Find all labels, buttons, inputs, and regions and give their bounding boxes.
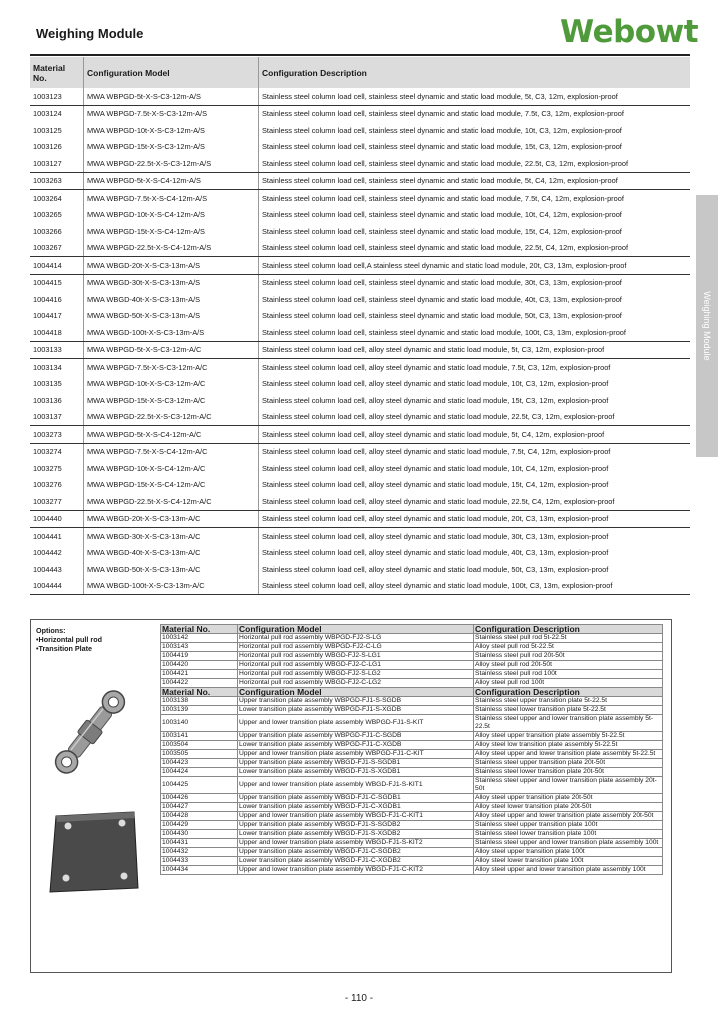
configuration-description-cell: Alloy steel low transition plate assembly 5t-22.5t: [474, 741, 663, 750]
material-number-cell: 1004433: [161, 857, 238, 866]
configuration-model-cell: Horizontal pull rod assembly WBPGD-FJ2-C-LG: [238, 643, 474, 652]
table-row: [161, 697, 663, 706]
configuration-model-cell: Horizontal pull rod assembly WBGD-FJ2-S-LG1: [238, 652, 474, 661]
configuration-description-cell: Stainless steel pull rod 100t: [474, 670, 663, 679]
material-number-cell: 1003275: [33, 463, 62, 473]
configuration-model-cell: MWA WBPGD-5t-X-S-C3-12m-A/S: [84, 88, 259, 105]
table-row: [161, 706, 663, 715]
configuration-description-cell: Stainless steel column load cell, alloy steel dynamic and static load module, 22.5t, C4, 12m, explosion-proof: [259, 493, 691, 510]
material-number-cell: 1004423: [161, 759, 238, 768]
table-row: [30, 223, 690, 240]
configuration-description-cell: Stainless steel column load cell, alloy steel dynamic and static load module, 5t, C3, 12m, explosion-proof: [259, 341, 691, 359]
material-number-cell: 1003505: [161, 750, 238, 759]
table-row: [30, 308, 690, 325]
table-row: [30, 359, 690, 376]
configuration-model-cell: Upper and lower transition plate assembly WBGD-FJ1-C-KIT2: [238, 866, 474, 875]
table-row: [161, 803, 663, 812]
material-number-cell: 1003264: [33, 193, 62, 203]
material-number-cell: 1003127: [30, 155, 84, 172]
table-row: [161, 661, 663, 670]
table-row: [161, 812, 663, 821]
configuration-description-cell: Alloy steel pull rod 20t-50t: [474, 661, 663, 670]
material-number-cell: 1003137: [30, 409, 84, 426]
load-module-table: [30, 57, 690, 595]
configuration-model-cell: Upper and lower transition plate assembly WBPGD-FJ1-S-KIT: [238, 715, 474, 732]
column-header: Configuration Model: [84, 57, 259, 88]
material-number-cell: 1003138: [161, 697, 238, 706]
configuration-description-cell: Stainless steel column load cell,A stainless steel dynamic and static load module, 20t, C3, 13m, explosion-proof: [259, 257, 691, 275]
material-number-cell: 1004426: [161, 794, 238, 803]
table-row: [30, 240, 690, 257]
table-row: [30, 172, 690, 190]
configuration-description-cell: Stainless steel column load cell, stainless steel dynamic and static load module, 30t, C3, 13m, explosion-proof: [259, 274, 691, 291]
configuration-model-cell: MWA WBGD-40t-X-S-C3-13m-A/S: [84, 291, 259, 308]
material-number-cell: 1004444: [30, 578, 84, 595]
page-title: Weighing Module: [36, 26, 144, 41]
table-row: [161, 857, 663, 866]
table-row: [161, 750, 663, 759]
table-row: [30, 376, 690, 393]
configuration-model-cell: MWA WBGD-30t-X-S-C3-13m-A/C: [84, 528, 259, 545]
configuration-model-cell: Upper transition plate assembly WBGD-FJ1-C-SGDB2: [238, 848, 474, 857]
configuration-description-cell: Stainless steel column load cell, alloy steel dynamic and static load module, 7.5t, C3, 12m, explosion-proof: [259, 359, 691, 376]
configuration-model-cell: MWA WBPGD-15t-X-S-C3-12m-A/C: [84, 392, 259, 409]
material-number-cell: 1004429: [161, 821, 238, 830]
material-number-cell: 1003124: [33, 109, 62, 119]
pull-rod-image: [40, 672, 140, 792]
table-row: [161, 830, 663, 839]
configuration-model-cell: MWA WBPGD-10t-X-S-C3-12m-A/S: [84, 122, 259, 139]
table-row: [30, 207, 690, 224]
material-number-cell: 1004431: [161, 839, 238, 848]
table-row: [161, 794, 663, 803]
column-header: Configuration Model: [238, 625, 474, 634]
material-number-cell: 1003504: [161, 741, 238, 750]
table-row: [161, 821, 663, 830]
table-row: [161, 866, 663, 875]
configuration-description-cell: Stainless steel upper transition plate 20t-50t: [474, 759, 663, 768]
table-row: [161, 848, 663, 857]
table-row: [161, 759, 663, 768]
table-row: [30, 122, 690, 139]
material-number-cell: 1004422: [161, 679, 238, 688]
material-number-cell: 1004443: [33, 564, 62, 574]
configuration-model-cell: MWA WBPGD-7.5t-X-S-C4-12m-A/S: [84, 190, 259, 207]
configuration-description-cell: Alloy steel pull rod 100t: [474, 679, 663, 688]
configuration-model-cell: MWA WBPGD-7.5t-X-S-C3-12m-A/S: [84, 105, 259, 122]
configuration-description-cell: Stainless steel column load cell, stainless steel dynamic and static load module, 100t, C3, 13m, explosion-proof: [259, 324, 691, 341]
table-header-row: [161, 688, 663, 697]
material-number-cell: 1003263: [30, 172, 84, 190]
configuration-description-cell: Stainless steel column load cell, alloy steel dynamic and static load module, 7.5t, C4, 12m, explosion-proof: [259, 443, 691, 460]
material-number-cell: 1004427: [161, 803, 238, 812]
table-row: [30, 274, 690, 291]
table-row: [161, 679, 663, 688]
column-header: Material No.: [30, 57, 84, 88]
configuration-description-cell: Stainless steel lower transition plate 20t-50t: [474, 768, 663, 777]
table-row: [161, 777, 663, 794]
configuration-description-cell: Alloy steel upper and lower transition plate assembly 5t-22.5t: [474, 750, 663, 759]
configuration-model-cell: MWA WBGD-20t-X-S-C3-13m-A/C: [84, 510, 259, 528]
column-header: Configuration Description: [474, 625, 663, 634]
material-number-cell: 1004419: [161, 652, 238, 661]
configuration-description-cell: Stainless steel column load cell, alloy steel dynamic and static load module, 20t, C3, 13m, explosion-proof: [259, 510, 691, 528]
material-number-cell: 1004416: [33, 294, 62, 304]
table-row: [30, 561, 690, 578]
material-number-cell: 1003266: [33, 226, 62, 236]
configuration-model-cell: Horizontal pull rod assembly WBPGD-FJ2-S-LG: [238, 634, 474, 643]
material-number-cell: 1003273: [30, 426, 84, 444]
column-header: Material No.: [161, 625, 238, 634]
configuration-description-cell: Stainless steel column load cell, alloy steel dynamic and static load module, 15t, C3, 12m, explosion-proof: [259, 392, 691, 409]
table-header-row: [30, 57, 690, 88]
table-row: [161, 643, 663, 652]
configuration-model-cell: MWA WBPGD-7.5t-X-S-C3-12m-A/C: [84, 359, 259, 376]
material-number-cell: 1003276: [33, 480, 62, 490]
material-number-cell: 1004415: [33, 278, 62, 288]
configuration-description-cell: Alloy steel lower transition plate 20t-50t: [474, 803, 663, 812]
configuration-description-cell: Stainless steel pull rod 5t-22.5t: [474, 634, 663, 643]
configuration-model-cell: MWA WBPGD-10t-X-S-C3-12m-A/C: [84, 376, 259, 393]
configuration-model-cell: Lower transition plate assembly WBGD-FJ1-C-XGDB1: [238, 803, 474, 812]
configuration-model-cell: MWA WBPGD-15t-X-S-C4-12m-A/S: [84, 223, 259, 240]
configuration-model-cell: MWA WBGD-50t-X-S-C3-13m-A/C: [84, 561, 259, 578]
configuration-model-cell: MWA WBPGD-22.5t-X-S-C3-12m-A/C: [84, 409, 259, 426]
table-row: [30, 155, 690, 172]
configuration-model-cell: MWA WBPGD-5t-X-S-C4-12m-A/S: [84, 172, 259, 190]
options-list: [36, 626, 102, 653]
table-row: [30, 493, 690, 510]
column-header: Material No.: [161, 688, 238, 697]
table-row: [30, 510, 690, 528]
configuration-description-cell: Stainless steel upper and lower transition plate assembly 20t-50t: [474, 777, 663, 794]
material-number-cell: 1004425: [161, 777, 238, 794]
material-number-cell: 1003125: [33, 125, 62, 135]
table-row: [161, 732, 663, 741]
configuration-description-cell: Stainless steel column load cell, stainless steel dynamic and static load module, 40t, C3, 13m, explosion-proof: [259, 291, 691, 308]
material-number-cell: 1003274: [33, 447, 62, 457]
material-number-cell: 1003136: [33, 395, 62, 405]
option-item: •Horizontal pull rod: [36, 635, 103, 644]
material-number-cell: 1003265: [33, 210, 62, 220]
table-row: [30, 578, 690, 595]
material-number-cell: 1004420: [161, 661, 238, 670]
material-number-cell: 1003134: [33, 362, 62, 372]
column-header: Configuration Description: [259, 57, 691, 88]
page-number: - 110 -: [344, 993, 374, 1004]
table-row: [30, 392, 690, 409]
material-number-cell: 1004424: [161, 768, 238, 777]
table-row: [30, 426, 690, 444]
configuration-description-cell: Stainless steel upper transition plate 100t: [474, 821, 663, 830]
configuration-description-cell: Alloy steel lower transition plate 100t: [474, 857, 663, 866]
material-number-cell: 1004414: [30, 257, 84, 275]
configuration-model-cell: Lower transition plate assembly WBGD-FJ1-C-XGDB2: [238, 857, 474, 866]
table-header-row: [161, 625, 663, 634]
configuration-description-cell: Stainless steel column load cell, stainless steel dynamic and static load module, 10t, C3, 12m, explosion-proof: [259, 122, 691, 139]
material-number-cell: 1003139: [161, 706, 238, 715]
configuration-model-cell: Horizontal pull rod assembly WBGD-FJ2-C-LG1: [238, 661, 474, 670]
table-row: [161, 741, 663, 750]
configuration-description-cell: Stainless steel column load cell, alloy steel dynamic and static load module, 100t, C3, 13m, explosion-proof: [259, 578, 691, 595]
configuration-description-cell: Stainless steel column load cell, stainless steel dynamic and static load module, 22.5t, C4, 12m, explosion-proof: [259, 240, 691, 257]
table-row: [161, 715, 663, 732]
table-row: [161, 768, 663, 777]
configuration-description-cell: Stainless steel column load cell, alloy steel dynamic and static load module, 10t, C3, 12m, explosion-proof: [259, 376, 691, 393]
configuration-description-cell: Alloy steel upper and lower transition plate assembly 20t-50t: [474, 812, 663, 821]
configuration-description-cell: Alloy steel upper transition plate assembly 5t-22.5t: [474, 732, 663, 741]
configuration-description-cell: Stainless steel lower transition plate 100t: [474, 830, 663, 839]
configuration-model-cell: Upper and lower transition plate assembly WBGD-FJ1-C-KIT1: [238, 812, 474, 821]
side-tab-label: Weighing Module: [702, 291, 712, 361]
table-row: [30, 443, 690, 460]
table-row: [30, 528, 690, 545]
configuration-model-cell: MWA WBPGD-22.5t-X-S-C4-12m-A/C: [84, 493, 259, 510]
table-row: [30, 257, 690, 275]
configuration-model-cell: Upper transition plate assembly WBGD-FJ1-S-SGDB2: [238, 821, 474, 830]
material-number-cell: 1003142: [161, 634, 238, 643]
configuration-model-cell: Upper and lower transition plate assembly WBGD-FJ1-S-KIT2: [238, 839, 474, 848]
configuration-model-cell: MWA WBPGD-5t-X-S-C4-12m-A/C: [84, 426, 259, 444]
material-number-cell: 1003140: [161, 715, 238, 732]
column-header: Configuration Model: [238, 688, 474, 697]
configuration-description-cell: Stainless steel column load cell, stainless steel dynamic and static load module, 7.5t, C4, 12m, explosion-proof: [259, 190, 691, 207]
configuration-description-cell: Stainless steel column load cell, stainless steel dynamic and static load module, 10t, C4, 12m, explosion-proof: [259, 207, 691, 224]
table-row: [30, 477, 690, 494]
configuration-description-cell: Stainless steel column load cell, alloy steel dynamic and static load module, 22.5t, C3, 12m, explosion-proof: [259, 409, 691, 426]
configuration-model-cell: Lower transition plate assembly WBGD-FJ1-S-XGDB2: [238, 830, 474, 839]
configuration-model-cell: MWA WBPGD-7.5t-X-S-C4-12m-A/C: [84, 443, 259, 460]
configuration-description-cell: Stainless steel column load cell, alloy steel dynamic and static load module, 50t, C3, 13m, explosion-proof: [259, 561, 691, 578]
table-row: [30, 545, 690, 562]
configuration-description-cell: Alloy steel pull rod 5t-22.5t: [474, 643, 663, 652]
configuration-model-cell: MWA WBPGD-22.5t-X-S-C3-12m-A/S: [84, 155, 259, 172]
table-row: [161, 839, 663, 848]
configuration-model-cell: MWA WBPGD-10t-X-S-C4-12m-A/S: [84, 207, 259, 224]
configuration-model-cell: Horizontal pull rod assembly WBGD-FJ2-C-LG2: [238, 679, 474, 688]
table-row: [30, 105, 690, 122]
configuration-description-cell: Stainless steel column load cell, stainless steel dynamic and static load module, 22.5t, C3, 12m, explosion-proof: [259, 155, 691, 172]
configuration-model-cell: Upper transition plate assembly WBGD-FJ1-S-SGDB1: [238, 759, 474, 768]
configuration-description-cell: Stainless steel column load cell, alloy steel dynamic and static load module, 30t, C3, 13m, explosion-proof: [259, 528, 691, 545]
table-row: [30, 324, 690, 341]
material-number-cell: 1004428: [161, 812, 238, 821]
material-number-cell: 1004442: [33, 548, 62, 558]
configuration-model-cell: MWA WBPGD-22.5t-X-S-C4-12m-A/S: [84, 240, 259, 257]
option-item: •Transition Plate: [36, 644, 93, 653]
configuration-description-cell: Alloy steel upper and lower transition plate assembly 100t: [474, 866, 663, 875]
material-number-cell: 1003123: [30, 88, 84, 105]
configuration-description-cell: Stainless steel column load cell, stainless steel dynamic and static load module, 5t, C3, 12m, explosion-proof: [259, 88, 691, 105]
table-row: [161, 670, 663, 679]
configuration-model-cell: MWA WBPGD-10t-X-S-C4-12m-A/C: [84, 460, 259, 477]
configuration-model-cell: MWA WBPGD-15t-X-S-C3-12m-A/S: [84, 139, 259, 156]
configuration-model-cell: MWA WBPGD-15t-X-S-C4-12m-A/C: [84, 477, 259, 494]
configuration-model-cell: Upper and lower transition plate assembly WBPGD-FJ1-C-KIT: [238, 750, 474, 759]
configuration-description-cell: Stainless steel column load cell, alloy steel dynamic and static load module, 40t, C3, 13m, explosion-proof: [259, 545, 691, 562]
options-table: [160, 624, 663, 875]
configuration-model-cell: Upper transition plate assembly WBPGD-FJ1-C-SGDB: [238, 732, 474, 741]
configuration-description-cell: Alloy steel upper transition plate 20t-50t: [474, 794, 663, 803]
material-number-cell: 1003267: [30, 240, 84, 257]
configuration-description-cell: Stainless steel upper and lower transition plate assembly 5t-22.5t: [474, 715, 663, 732]
configuration-model-cell: Upper and lower transition plate assembly WBGD-FJ1-S-KIT1: [238, 777, 474, 794]
material-number-cell: 1003143: [161, 643, 238, 652]
configuration-model-cell: MWA WBGD-50t-X-S-C3-13m-A/S: [84, 308, 259, 325]
table-row: [30, 190, 690, 207]
material-number-cell: 1004430: [161, 830, 238, 839]
material-number-cell: 1003135: [33, 379, 62, 389]
configuration-model-cell: Upper transition plate assembly WBGD-FJ1-C-SGDB1: [238, 794, 474, 803]
table-row: [161, 652, 663, 661]
table-row: [30, 341, 690, 359]
header-divider: [30, 54, 690, 56]
material-number-cell: 1004432: [161, 848, 238, 857]
configuration-model-cell: MWA WBGD-100t-X-S-C3-13m-A/C: [84, 578, 259, 595]
transition-plate-image: [46, 808, 140, 894]
configuration-model-cell: Lower transition plate assembly WBGD-FJ1-S-XGDB1: [238, 768, 474, 777]
table-row: [30, 139, 690, 156]
configuration-model-cell: Lower transition plate assembly WBPGD-FJ1-C-XGDB: [238, 741, 474, 750]
configuration-description-cell: Stainless steel pull rod 20t-50t: [474, 652, 663, 661]
brand-logo: Webowt: [560, 14, 699, 50]
table-row: [30, 409, 690, 426]
configuration-model-cell: Horizontal pull rod assembly WBGD-FJ2-S-LG2: [238, 670, 474, 679]
configuration-model-cell: Upper transition plate assembly WBPGD-FJ1-S-SGDB: [238, 697, 474, 706]
material-number-cell: 1004418: [30, 324, 84, 341]
material-number-cell: 1004434: [161, 866, 238, 875]
material-number-cell: 1003133: [30, 341, 84, 359]
table-row: [161, 634, 663, 643]
configuration-model-cell: MWA WBGD-100t-X-S-C3-13m-A/S: [84, 324, 259, 341]
configuration-description-cell: Stainless steel column load cell, stainless steel dynamic and static load module, 5t, C4, 12m, explosion-proof: [259, 172, 691, 190]
configuration-model-cell: Lower transition plate assembly WBPGD-FJ1-S-XGDB: [238, 706, 474, 715]
material-number-cell: 1003126: [33, 142, 62, 152]
material-number-cell: 1004417: [33, 311, 62, 321]
configuration-description-cell: Alloy steel upper transition plate 100t: [474, 848, 663, 857]
table-row: [30, 460, 690, 477]
material-number-cell: 1004441: [33, 531, 62, 541]
configuration-description-cell: Stainless steel column load cell, stainless steel dynamic and static load module, 15t, C3, 12m, explosion-proof: [259, 139, 691, 156]
table-row: [30, 291, 690, 308]
configuration-description-cell: Stainless steel upper and lower transition plate assembly 100t: [474, 839, 663, 848]
material-number-cell: 1004421: [161, 670, 238, 679]
side-section-tab: [696, 195, 718, 457]
material-number-cell: 1003277: [30, 493, 84, 510]
configuration-description-cell: Stainless steel column load cell, stainless steel dynamic and static load module, 50t, C3, 13m, explosion-proof: [259, 308, 691, 325]
material-number-cell: 1004440: [30, 510, 84, 528]
configuration-description-cell: Stainless steel column load cell, stainless steel dynamic and static load module, 15t, C4, 12m, explosion-proof: [259, 223, 691, 240]
table-row: [30, 88, 690, 105]
configuration-model-cell: MWA WBGD-40t-X-S-C3-13m-A/C: [84, 545, 259, 562]
column-header: Configuration Description: [474, 688, 663, 697]
configuration-description-cell: Stainless steel lower transition plate 5t-22.5t: [474, 706, 663, 715]
configuration-model-cell: MWA WBGD-30t-X-S-C3-13m-A/S: [84, 274, 259, 291]
configuration-model-cell: MWA WBPGD-5t-X-S-C3-12m-A/C: [84, 341, 259, 359]
configuration-model-cell: MWA WBGD-20t-X-S-C3-13m-A/S: [84, 257, 259, 275]
options-title: Options:: [36, 626, 66, 635]
configuration-description-cell: Stainless steel column load cell, alloy steel dynamic and static load module, 15t, C4, 12m, explosion-proof: [259, 477, 691, 494]
configuration-description-cell: Stainless steel upper transition plate 5t-22.5t: [474, 697, 663, 706]
configuration-description-cell: Stainless steel column load cell, alloy steel dynamic and static load module, 10t, C4, 12m, explosion-proof: [259, 460, 691, 477]
material-number-cell: 1003141: [161, 732, 238, 741]
configuration-description-cell: Stainless steel column load cell, stainless steel dynamic and static load module, 7.5t, C3, 12m, explosion-proof: [259, 105, 691, 122]
configuration-description-cell: Stainless steel column load cell, alloy steel dynamic and static load module, 5t, C4, 12m, explosion-proof: [259, 426, 691, 444]
